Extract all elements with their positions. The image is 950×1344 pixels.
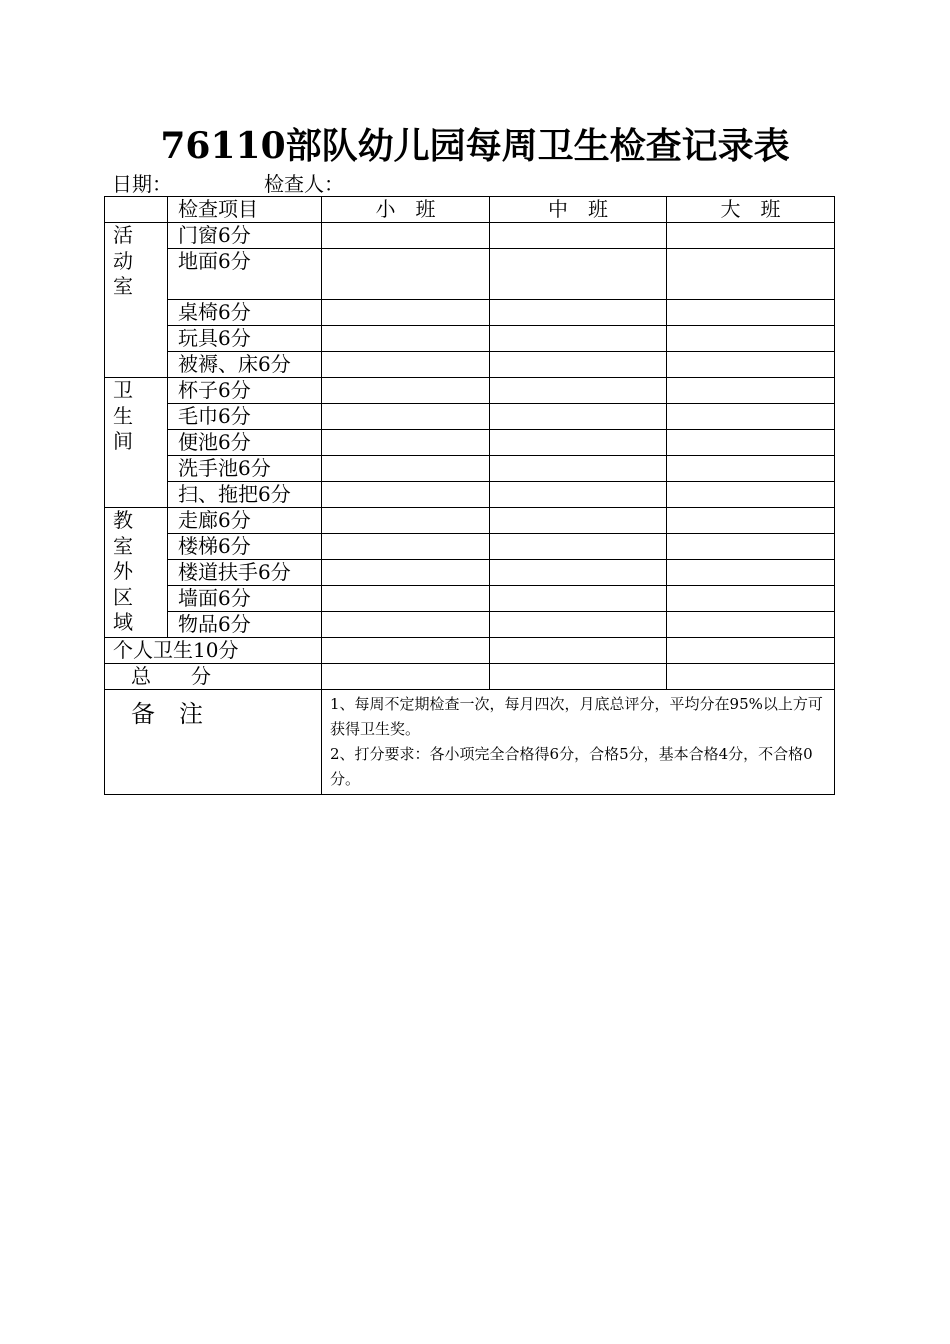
score-cell-big[interactable] [667,249,835,300]
score-cell-middle[interactable] [490,482,667,508]
score-cell-big[interactable] [667,456,835,482]
header-blank [105,197,168,223]
category-outside-classroom: 教室外区域 [105,508,168,638]
score-cell-big[interactable] [667,508,835,534]
score-cell-middle[interactable] [490,352,667,378]
table-row [105,534,835,560]
header-class-middle: 中 班 [490,197,667,223]
item-label: 物品6分 [168,612,322,638]
personal-hygiene-label: 个人卫生10分 [105,638,322,664]
item-label: 墙面6分 [168,586,322,612]
score-cell-middle[interactable] [490,300,667,326]
item-label: 地面6分 [168,249,322,300]
table-row [105,352,835,378]
score-cell-small[interactable] [322,560,490,586]
item-label: 楼道扶手6分 [168,560,322,586]
score-cell-big[interactable] [667,612,835,638]
score-cell-small[interactable] [322,352,490,378]
header-class-small: 小 班 [322,197,490,223]
score-cell-big[interactable] [667,560,835,586]
score-cell-middle[interactable] [490,612,667,638]
score-cell-small[interactable] [322,430,490,456]
score-cell-big[interactable] [667,482,835,508]
category-activity-room: 活动室 [105,223,168,378]
score-cell-small[interactable] [322,612,490,638]
total-cell-small[interactable] [322,664,490,690]
table-row [105,456,835,482]
remark-line-2: 2、打分要求：各小项完全合格得6分，合格5分，基本合格4分，不合格0分。 [330,745,813,788]
score-cell-big[interactable] [667,352,835,378]
score-cell-small[interactable] [322,249,490,300]
table-row [105,300,835,326]
score-cell-small[interactable] [322,638,490,664]
item-label: 桌椅6分 [168,300,322,326]
remark-line-1: 1、每周不定期检查一次，每月四次，月底总评分，平均分在95%以上方可获得卫生奖。 [330,695,823,738]
header-class-big: 大 班 [667,197,835,223]
score-cell-middle[interactable] [490,223,667,249]
personal-hygiene-row [105,638,835,664]
inspection-table [104,196,835,795]
table-row [105,326,835,352]
item-label: 走廊6分 [168,508,322,534]
remarks-row [105,690,835,795]
meta-row [112,171,344,197]
remarks-label: 备 注 [105,690,322,795]
table-row [105,249,835,300]
score-cell-middle[interactable] [490,638,667,664]
table-row [105,560,835,586]
score-cell-middle[interactable] [490,430,667,456]
table-row [105,430,835,456]
score-cell-middle[interactable] [490,326,667,352]
item-label: 毛巾6分 [168,404,322,430]
score-cell-middle[interactable] [490,534,667,560]
score-cell-small[interactable] [322,534,490,560]
score-cell-big[interactable] [667,586,835,612]
table-row [105,223,835,249]
score-cell-small[interactable] [322,456,490,482]
table-row [105,508,835,534]
category-restroom: 卫生间 [105,378,168,508]
score-cell-big[interactable] [667,430,835,456]
table-row [105,404,835,430]
total-cell-middle[interactable] [490,664,667,690]
total-row [105,664,835,690]
score-cell-middle[interactable] [490,560,667,586]
table-row [105,612,835,638]
item-label: 便池6分 [168,430,322,456]
score-cell-middle[interactable] [490,404,667,430]
score-cell-big[interactable] [667,638,835,664]
item-label: 门窗6分 [168,223,322,249]
item-label: 杯子6分 [168,378,322,404]
total-label: 总 分 [105,664,322,690]
score-cell-big[interactable] [667,404,835,430]
table-row [105,482,835,508]
score-cell-small[interactable] [322,223,490,249]
item-label: 玩具6分 [168,326,322,352]
table-row [105,378,835,404]
header-row [105,197,835,223]
date-label: 日期： [112,172,172,196]
item-label: 洗手池6分 [168,456,322,482]
item-label: 扫、拖把6分 [168,482,322,508]
score-cell-big[interactable] [667,223,835,249]
score-cell-middle[interactable] [490,378,667,404]
inspector-label: 检查人： [264,172,344,196]
score-cell-middle[interactable] [490,586,667,612]
score-cell-small[interactable] [322,404,490,430]
score-cell-small[interactable] [322,326,490,352]
item-label: 被褥、床6分 [168,352,322,378]
score-cell-small[interactable] [322,378,490,404]
score-cell-big[interactable] [667,300,835,326]
score-cell-middle[interactable] [490,508,667,534]
score-cell-middle[interactable] [490,249,667,300]
score-cell-small[interactable] [322,482,490,508]
header-item: 检查项目 [168,197,322,223]
score-cell-small[interactable] [322,300,490,326]
score-cell-big[interactable] [667,326,835,352]
score-cell-big[interactable] [667,534,835,560]
score-cell-middle[interactable] [490,456,667,482]
table-row [105,586,835,612]
remarks-text [322,690,835,795]
score-cell-small[interactable] [322,586,490,612]
score-cell-small[interactable] [322,508,490,534]
page-title: 76110部队幼儿园每周卫生检查记录表 [160,125,790,167]
item-label: 楼梯6分 [168,534,322,560]
score-cell-big[interactable] [667,378,835,404]
total-cell-big[interactable] [667,664,835,690]
